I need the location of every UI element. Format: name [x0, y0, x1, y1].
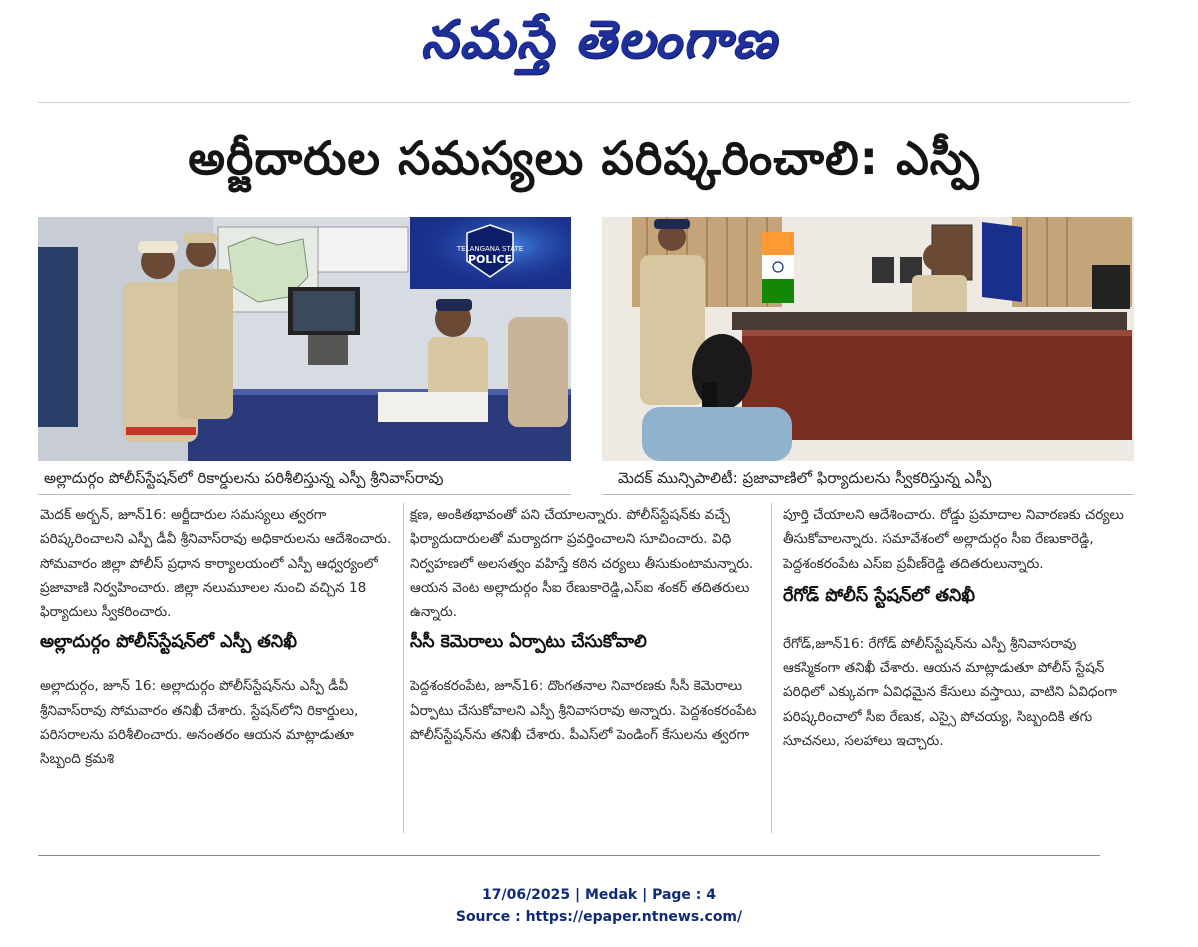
column-3-intro: పూర్తి చేయాలని ఆదేశించారు. రోడ్డు ప్రమాదాల నివారణకు చర్యలు తీసుకోవాలన్నారు. సమావేశంలో అల్లాదుర్గం సీఐ రేణుకారెడ్డి, పెద్దశంకరంపేట ఎస్‌ఐ ప్రవీణ్‌రెడ్డి తదితరులున్నారు.	[783, 507, 1124, 572]
photo-right-illustration	[602, 217, 1134, 461]
photo-left-caption: అల్లాదుర్గం పోలీస్‌స్టేషన్‌లో రికార్డులను పరిశీలిస్తున్న ఎస్పీ శ్రీనివాస్‌రావు	[44, 469, 444, 487]
top-divider	[38, 102, 1130, 103]
masthead	[0, 2, 1198, 78]
bottom-divider	[38, 855, 1100, 856]
masthead-logo: నమస్తే తెలంగాణ	[420, 10, 778, 70]
photo-left	[38, 217, 571, 461]
photo-right-caption: మెదక్ మున్సిపాలిటీ: ప్రజావాణిలో ఫిర్యాదులను స్వీకరిస్తున్న ఎస్పీ	[618, 469, 992, 487]
footer-source-link[interactable]: Source : https://epaper.ntnews.com/	[455, 909, 743, 925]
column-divider-2	[771, 503, 772, 833]
column-2-subhead: సీసీ కెమెరాలు ఏర్పాటు చేసుకోవాలి	[410, 632, 647, 653]
column-1-intro: మెదక్ అర్బన్, జూన్16: అర్జీదారుల సమస్యలు త్వరగా పరిష్కరించాలని ఎస్పీ డీవీ శ్రీనివాస్‌రావు అధికారులను ఆదేశించారు. సోమవారం జిల్లా పోలీస్ ప్రధాన కార్యాలయంలో ఎస్పీ ఆధ్వర్యంలో ప్రజావాణి నిర్వహించారు. జిల్లా నలుమూలల నుంచి వచ్చిన 18 ఫిర్యాదులు స్వీకరించారు.	[40, 507, 392, 621]
column-divider-1	[403, 503, 404, 833]
headline-text: అర్జీదారుల సమస్యలు పరిష్కరించాలి: ఎస్పీ	[188, 131, 980, 185]
banner-text: POLICE	[467, 253, 513, 266]
column-3-subhead: రేగోడ్ పోలీస్ స్టేషన్‌లో తనిఖీ	[783, 585, 975, 606]
footer-date-edition: 17/06/2025 | Medak | Page : 4	[481, 887, 717, 903]
article-column-1	[40, 503, 398, 837]
photo-left-illustration	[38, 217, 571, 461]
column-1-body: అల్లాదుర్గం, జూన్ 16: అల్లాదుర్గం పోలీస్‌స్టేషన్‌ను ఎస్పీ డీవీ శ్రీనివాస్‌రావు సోమవారం తనిఖీ చేశారు. స్టేషన్‌లోని రికార్డులు, పరిసరాలను పరిశీలించారు. అనంతరం ఆయన మాట్లాడుతూ సిబ్బంది క్రమశి	[40, 678, 359, 768]
photo-right	[602, 217, 1134, 461]
article-column-2	[410, 503, 764, 837]
column-1-subhead: అల్లాదుర్గం పోలీస్‌స్టేషన్‌లో ఎస్పీ తనిఖీ	[40, 632, 297, 653]
caption-right-underline	[602, 494, 1134, 495]
column-2-intro: క్షణ, అంకితభావంతో పని చేయాలన్నారు. పోలీస్‌స్టేషన్‌కు వచ్చే ఫిర్యాదుదారులతో మర్యాదగా ప్రవర్తించాలని సూచించారు. విధి నిర్వహణలో అలసత్వం వహిస్తే కఠిన చర్యలు తీసుకుంటామన్నారు. ఆయన వెంట అల్లాదుర్గం సీఐ రేణుకారెడ్డి,ఎస్‌ఐ శంకర్ తదితరులు ఉన్నారు.	[410, 507, 754, 621]
caption-left-underline	[38, 494, 571, 495]
column-3-body: రేగోడ్,జూన్16: రేగోడ్ పోలీస్‌స్టేషన్‌ను ఎస్పీ శ్రీనివాసరావు ఆకస్మికంగా తనిఖీ చేశారు. ఆయన మాట్లాడుతూ పోలీస్ స్టేషన్ పరిధిలో ఎక్కువగా ఏవిధమైన కేసులు వస్తాయి, వాటిని ఏవిధంగా పరిష్కరించాలో సీఐ రేణుక, ఎస్సై పోచయ్య, సిబ్బందికి తగు సూచనలు, సలహాలు ఇచ్చారు.	[783, 635, 1117, 750]
banner-sub-text: TELANGANA STATE	[456, 245, 524, 253]
column-2-body: పెద్దశంకరంపేట, జూన్16: దొంగతనాల నివారణకు సీసీ కెమెరాలు ఏర్పాటు చేసుకోవాలని ఎస్పీ శ్రీనివాసరావు అన్నారు. పెద్దశంకరంపేట పోలీస్‌స్టేషన్‌ను తనిఖీ చేశారు. పీఎస్‌లో పెండింగ్ కేసులను త్వరగా	[410, 678, 757, 744]
headline	[38, 112, 1130, 204]
article-column-3	[783, 503, 1135, 837]
